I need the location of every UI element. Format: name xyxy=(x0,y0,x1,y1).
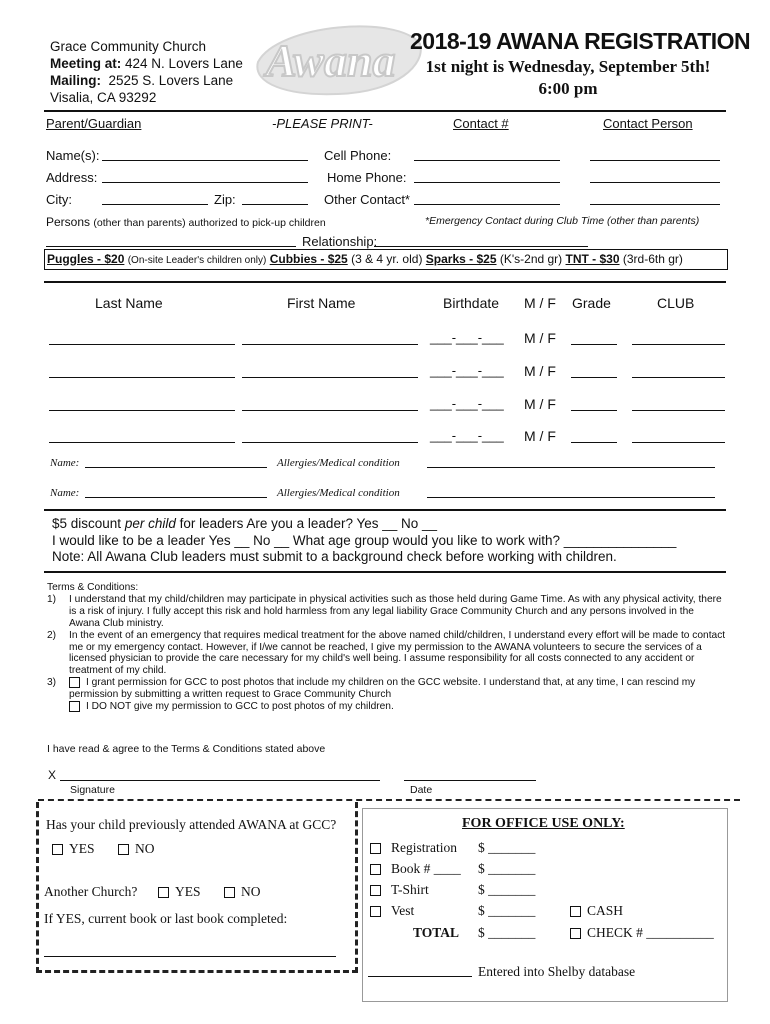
cash-checkbox[interactable] xyxy=(570,906,581,917)
previous-yes-option[interactable]: YES xyxy=(52,841,95,857)
tnt-price: TNT - $30 xyxy=(565,252,620,266)
another-yes-checkbox[interactable] xyxy=(158,887,169,898)
home-phone-field[interactable] xyxy=(414,170,560,183)
previous-yes-checkbox[interactable] xyxy=(52,844,63,855)
other-contact-person-field[interactable] xyxy=(590,192,720,205)
puggles-price: Puggles - $20 xyxy=(47,252,125,266)
col-parent-guardian: Parent/Guardian xyxy=(46,116,142,131)
meeting-line: Meeting at: 424 N. Lovers Lane xyxy=(50,56,243,71)
other-contact-field[interactable] xyxy=(414,192,560,205)
sparks-price: Sparks - $25 xyxy=(425,252,497,266)
church-address-block xyxy=(50,38,243,106)
grade-field[interactable] xyxy=(571,430,617,443)
allergy-name-label-1: Name: xyxy=(50,457,80,469)
allergy-name-label-2: Name: xyxy=(50,487,80,499)
terms-section xyxy=(47,582,727,713)
first-night-notice: 1st night is Wednesday, September 5th! 6:00 pm xyxy=(425,57,711,98)
home-phone-label: Home Phone: xyxy=(327,170,407,185)
cell-contact-person-field[interactable] xyxy=(590,148,720,161)
grade-field[interactable] xyxy=(571,332,617,345)
club-prices-bar: Puggles - $20 (On-site Leader's children only) Cubbies - $25 (3 & 4 yr. old) Sparks - $25 (K's-2nd gr) TNT - $30 (3rd-6th gr) xyxy=(44,249,728,270)
leader-discount-line: $5 discount per child for leaders Are you a leader? Yes __ No __ xyxy=(52,516,438,531)
registration-amount[interactable]: $ _______ xyxy=(478,840,536,855)
date-label: Date xyxy=(410,784,433,796)
relationship-field[interactable] xyxy=(374,234,588,247)
birthdate-field[interactable]: ___-___-___ xyxy=(430,396,504,411)
agree-statement: I have read & agree to the Terms & Conditions stated above xyxy=(47,743,326,755)
office-book[interactable]: Book # ____ xyxy=(370,861,461,877)
last-name-field[interactable] xyxy=(49,332,235,345)
total-amount[interactable]: $ _______ xyxy=(478,925,536,940)
header-birthdate: Birthdate xyxy=(443,295,500,311)
vest-checkbox[interactable] xyxy=(370,906,381,917)
check-option[interactable]: CHECK # __________ xyxy=(570,925,714,941)
last-name-field[interactable] xyxy=(49,398,235,411)
terms-heading: Terms & Conditions: xyxy=(47,582,139,593)
photo-decline-checkbox[interactable] xyxy=(69,701,80,712)
book-checkbox[interactable] xyxy=(370,864,381,875)
birthdate-field[interactable]: ___-___-___ xyxy=(430,363,504,378)
col-contact-person: Contact Person xyxy=(603,116,693,131)
term-3-decline: I DO NOT give my permission to GCC to post photos of my children. xyxy=(47,701,727,713)
zip-field[interactable] xyxy=(242,192,308,205)
registration-checkbox[interactable] xyxy=(370,843,381,854)
gender-choice[interactable]: M / F xyxy=(524,428,556,444)
signature-x: X xyxy=(48,768,57,782)
last-name-field[interactable] xyxy=(49,365,235,378)
first-name-field[interactable] xyxy=(242,430,418,443)
shelby-label: Entered into Shelby database xyxy=(478,964,636,979)
previous-attendance-question: Has your child previously attended AWANA at GCC? xyxy=(46,817,337,832)
city-label: City: xyxy=(46,192,72,207)
awana-logo xyxy=(248,14,428,98)
address-label: Address: xyxy=(46,170,98,185)
tshirt-checkbox[interactable] xyxy=(370,885,381,896)
grade-field[interactable] xyxy=(571,365,617,378)
check-checkbox[interactable] xyxy=(570,928,581,939)
city-field[interactable] xyxy=(102,192,208,205)
allergy-label-1: Allergies/Medical condition xyxy=(277,457,400,469)
address-field[interactable] xyxy=(102,170,308,183)
club-field[interactable] xyxy=(632,398,725,411)
gender-choice[interactable]: M / F xyxy=(524,363,556,379)
children-divider xyxy=(44,281,726,283)
term-1: 1) I understand that my child/children may participate in physical activities such as those held during Game Time. As with any physical activity, there is a risk of injury. I fully accept this risk and hold harmless from any legal liability Grace Community Church and any persons involved in the Awana Club ministry. xyxy=(47,593,722,629)
header-gender: M / F xyxy=(524,295,556,311)
term-3: 3) I grant permission for GCC to post photos that include my children on the GCC website. I understand that, at any time, I can rescind my permission by submitting a written request to Grace Community Church xyxy=(47,677,696,701)
leader-background-note: Note: All Awana Club leaders must submit to a background check before working with children. xyxy=(52,549,617,564)
names-field[interactable] xyxy=(102,148,308,161)
birthdate-field[interactable]: ___-___-___ xyxy=(430,428,504,443)
persons-authorized: Persons (other than parents) authorized to pick-up children xyxy=(46,215,326,229)
cut-line xyxy=(38,799,740,801)
previous-no-checkbox[interactable] xyxy=(118,844,129,855)
gender-choice[interactable]: M / F xyxy=(524,330,556,346)
office-title: FOR OFFICE USE ONLY: xyxy=(462,816,625,831)
club-field[interactable] xyxy=(632,430,725,443)
signature-field[interactable] xyxy=(60,768,380,781)
allergy-name-field-1[interactable] xyxy=(85,457,267,468)
names-label: Name(s): xyxy=(46,148,100,163)
first-name-field[interactable] xyxy=(242,332,418,345)
header-divider xyxy=(44,110,726,112)
allergy-field-2[interactable] xyxy=(427,487,715,498)
header-club: CLUB xyxy=(657,295,695,311)
another-church-label: Another Church? xyxy=(44,884,138,899)
svg-text:Awana: Awana xyxy=(266,35,396,86)
another-no-checkbox[interactable] xyxy=(224,887,235,898)
header-grade: Grade xyxy=(572,295,611,311)
date-field[interactable] xyxy=(404,768,536,781)
city-line: Visalia, CA 93292 xyxy=(50,90,157,105)
home-contact-person-field[interactable] xyxy=(590,170,720,183)
office-registration[interactable]: Registration xyxy=(370,840,457,856)
header-first-name: First Name xyxy=(287,295,356,311)
cubbies-price: Cubbies - $25 xyxy=(269,252,348,266)
authorized-person-field[interactable] xyxy=(46,234,296,247)
leader-section xyxy=(52,516,676,566)
leader-volunteer-line: I would like to be a leader Yes __ No __ What age group would you like to work with? _______________ xyxy=(52,532,677,548)
mailing-line: Mailing: 2525 S. Lovers Lane xyxy=(50,73,234,88)
club-field[interactable] xyxy=(632,332,725,345)
other-contact-label: Other Contact* xyxy=(324,192,410,207)
church-name: Grace Community Church xyxy=(50,39,207,54)
birthdate-field[interactable]: ___-___-___ xyxy=(430,330,504,345)
col-contact-number: Contact # xyxy=(453,116,509,131)
gender-choice[interactable]: M / F xyxy=(524,396,556,412)
first-name-field[interactable] xyxy=(242,365,418,378)
club-field[interactable] xyxy=(632,365,725,378)
book-completed-field[interactable] xyxy=(44,944,336,957)
last-name-field[interactable] xyxy=(49,430,235,443)
header-last-name: Last Name xyxy=(95,295,163,311)
allergy-name-field-2[interactable] xyxy=(85,487,267,498)
allergy-label-2: Allergies/Medical condition xyxy=(277,487,400,499)
page-title: 2018-19 AWANA REGISTRATION xyxy=(410,28,751,54)
col-please-print: -PLEASE PRINT- xyxy=(272,116,373,131)
book-completed-label: If YES, current book or last book completed: xyxy=(44,911,288,926)
cell-phone-label: Cell Phone: xyxy=(324,148,392,163)
emergency-note: *Emergency Contact during Club Time (other than parents) xyxy=(425,215,700,227)
another-yes-option[interactable]: YES xyxy=(158,884,201,900)
photo-permission-checkbox[interactable] xyxy=(69,677,80,688)
office-vest[interactable]: Vest xyxy=(370,903,414,919)
previous-no-option[interactable]: NO xyxy=(118,841,155,857)
total-label: TOTAL xyxy=(413,925,460,940)
office-tshirt[interactable]: T-Shirt xyxy=(370,882,429,898)
zip-label: Zip: xyxy=(214,192,236,207)
term-2: 2) In the event of an emergency that requires medical treatment for the above named child/children, I understand every effort will be made to contact me or my emergency contact. However, if I/we cannot be reached, I give my permission to the AWANA volunteers to secure the services of a licensed physician to provide the care necessary for my child's well being. I assume responsibility for all costs connected to any accident or treatment of my child. xyxy=(47,629,726,677)
shelby-initials-field[interactable] xyxy=(368,964,472,977)
allergy-field-1[interactable] xyxy=(427,457,715,468)
relationship-label: Relationship: xyxy=(302,234,378,249)
grade-field[interactable] xyxy=(571,398,617,411)
terms-top-divider xyxy=(44,571,726,573)
first-name-field[interactable] xyxy=(242,398,418,411)
cash-option[interactable]: CASH xyxy=(570,903,623,919)
vest-amount[interactable]: $ _______ xyxy=(478,903,536,918)
book-amount[interactable]: $ _______ xyxy=(478,861,536,876)
leaders-top-divider xyxy=(44,509,726,511)
tshirt-amount[interactable]: $ _______ xyxy=(478,882,536,897)
cell-phone-field[interactable] xyxy=(414,148,560,161)
signature-label: Signature xyxy=(70,784,115,796)
another-no-option[interactable]: NO xyxy=(224,884,261,900)
